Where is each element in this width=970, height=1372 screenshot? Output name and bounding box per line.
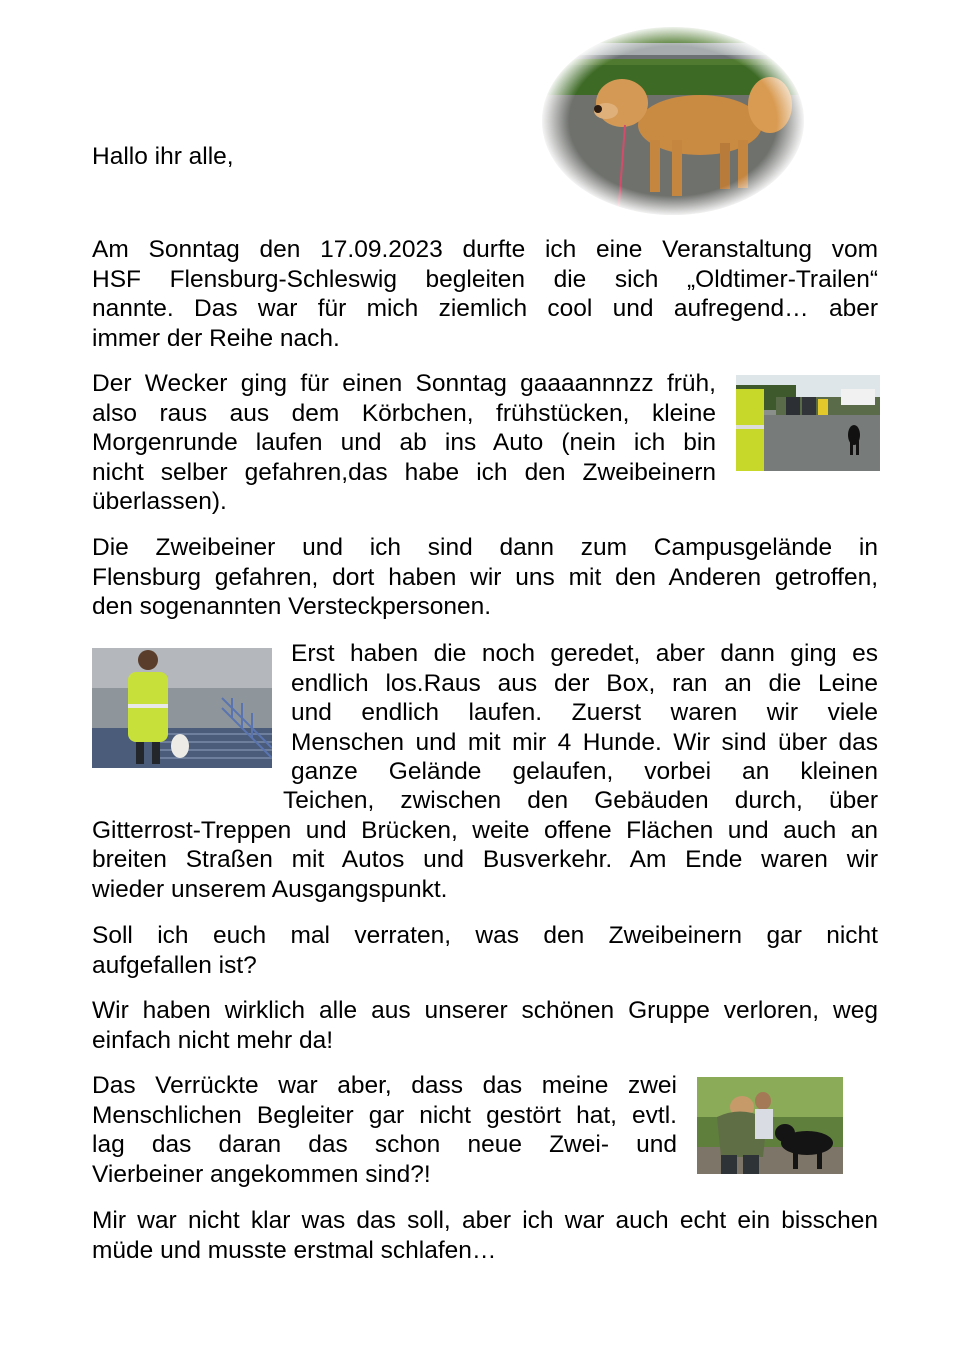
paragraph-lost: Wir haben wirklich alle aus unserer schönen Gruppe verloren, weg einfach nicht mehr da!	[92, 997, 878, 1054]
golden-retriever-photo	[540, 25, 806, 217]
parking-lot-photo	[736, 375, 880, 471]
greeting: Hallo ihr alle,	[92, 143, 234, 170]
people-with-dog-photo	[697, 1077, 843, 1174]
paragraph-question: Soll ich euch mal verraten, was den Zweibeinern gar nicht aufgefallen ist?	[92, 922, 878, 979]
paragraph-walk-bottom: Teichen, zwischen den Gebäuden durch, über Gitterrost-Treppen und Brücken, weite offene Flächen und auch an breiten Straßen mit Autos und Busverkehr. Am Ende waren wir wieder unserem Ausgangspunkt.	[92, 787, 878, 903]
paragraph-walk-top: Erst haben die noch geredet, aber dann ging es endlich los.Raus aus der Box, ran an die Leine und endlich laufen. Zuerst waren wir viele Menschen und mit mir 4 Hunde. Wir sind über das ganze Gelände gelaufen, vorbei an kleinen	[291, 640, 878, 785]
paragraph-tired: Mir war nicht klar was das soll, aber ich war auch echt ein bisschen müde und musste erstmal schlafen…	[92, 1207, 878, 1264]
paragraph-crazy: Das Verrückte war aber, dass das meine zwei Menschlichen Begleiter gar nicht gestört hat, evtl. lag das daran das schon neue Zwei- und Vierbeiner angekommen sind?!	[92, 1072, 677, 1188]
stairs-photo	[92, 648, 272, 768]
paragraph-wecker: Der Wecker ging für einen Sonntag gaaaannnzz früh, also raus aus dem Körbchen, frühstücken, kleine Morgenrunde laufen und ab ins Auto (nein ich bin nicht selber gefahren,das habe ich den Zweibeinern überlassen).	[92, 370, 716, 515]
paragraph-intro: Am Sonntag den 17.09.2023 durfte ich eine Veranstaltung vom HSF Flensburg-Schleswig begleiten die sich „Oldtimer-Trailen“ nannte. Das war für mich ziemlich cool und aufregend… aber immer der Reihe nach.	[92, 236, 878, 352]
paragraph-campus: Die Zweibeiner und ich sind dann zum Campusgelände in Flensburg gefahren, dort haben wir uns mit den Anderen getroffen, den sogenannten Versteckpersonen.	[92, 534, 878, 620]
